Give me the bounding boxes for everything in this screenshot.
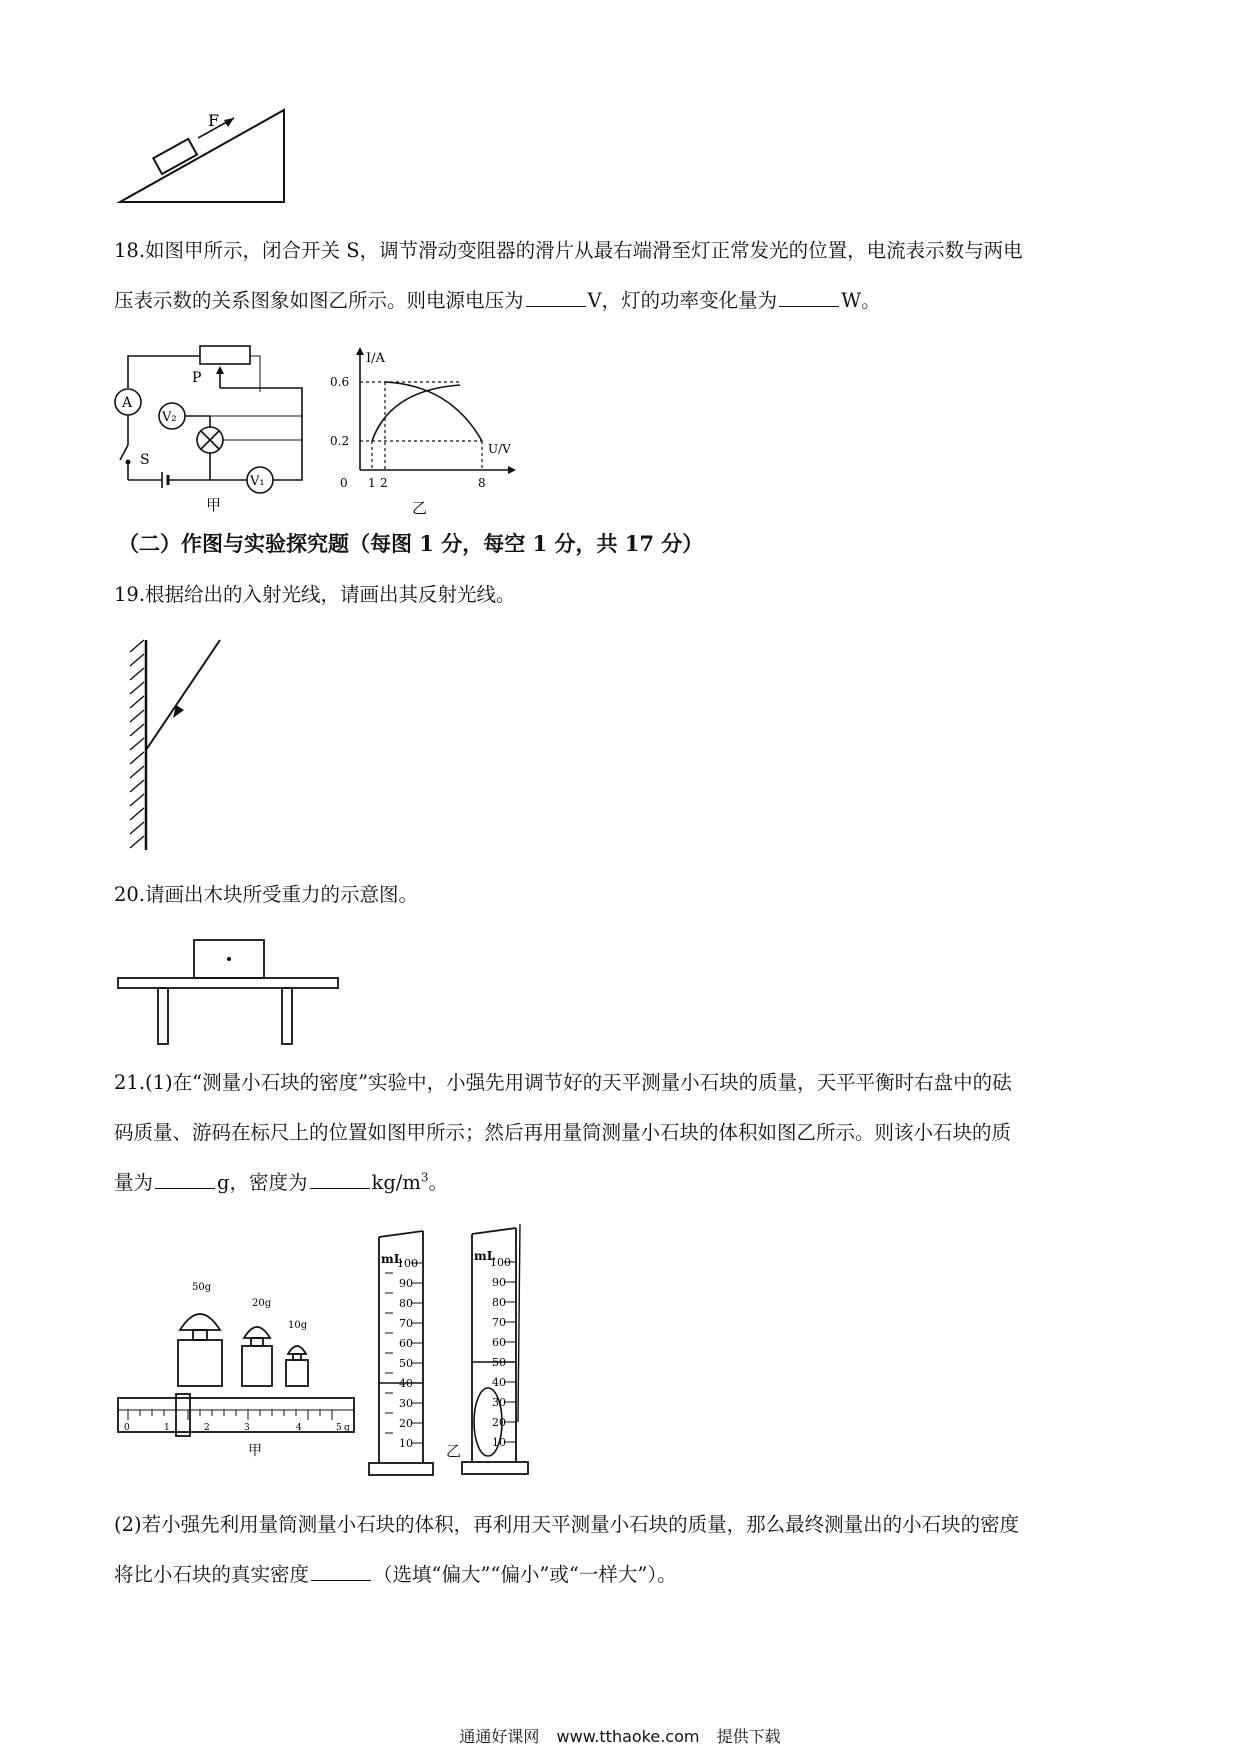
- cyl1-tick-50: 50: [399, 1357, 413, 1370]
- weight-10g-label: 10g: [288, 1320, 308, 1331]
- weight-20g-label: 20g: [252, 1298, 272, 1309]
- force-label: F: [208, 111, 220, 130]
- cyl2-tick-70: 70: [492, 1316, 506, 1329]
- cyl1-tick-60: 60: [399, 1337, 413, 1350]
- ruler-caption: 甲: [248, 1443, 262, 1459]
- x-tick-1: 1: [368, 476, 376, 490]
- q21-part2-line2: 将比小石块的真实密度 （选填“偏大”“偏小”或“一样大”）。: [114, 1563, 677, 1586]
- weight-50g-label: 50g: [192, 1282, 212, 1293]
- iu-graph: [330, 345, 530, 525]
- incline-figure: [110, 100, 290, 210]
- cylinder-with-stone: [458, 1222, 548, 1486]
- x-tick-2: 2: [380, 476, 388, 490]
- footer-url[interactable]: www.tthaoke.com: [556, 1727, 700, 1746]
- cyl1-tick-20: 20: [399, 1417, 413, 1430]
- cyl2-tick-40: 40: [492, 1376, 506, 1389]
- y-tick-0.2: 0.2: [330, 434, 350, 448]
- density-blank[interactable]: [310, 1170, 370, 1189]
- cylinder2-caption: 乙: [446, 1442, 462, 1460]
- cylinder1-unit: mL: [381, 1252, 403, 1266]
- circuit-diagram: [110, 340, 320, 525]
- table-block-figure: [110, 930, 350, 1050]
- cyl2-tick-60: 60: [492, 1336, 506, 1349]
- cyl2-tick-80: 80: [492, 1296, 506, 1309]
- cyl1-tick-30: 30: [399, 1397, 413, 1410]
- cylinder-empty: [365, 1225, 445, 1485]
- cyl1-tick-10: 10: [399, 1437, 413, 1450]
- ruler-tick-1: 1: [164, 1423, 170, 1433]
- circuit-caption: 甲: [206, 496, 222, 514]
- x-tick-0: 0: [340, 476, 348, 490]
- answer-blank[interactable]: [779, 288, 839, 307]
- ruler-unit: g: [344, 1423, 350, 1433]
- balance-weights-figure: [110, 1270, 370, 1460]
- cyl1-tick-90: 90: [399, 1277, 413, 1290]
- ruler-tick-0: 0: [124, 1423, 130, 1433]
- footer-note: 提供下载: [716, 1727, 781, 1746]
- mass-blank[interactable]: [155, 1170, 215, 1189]
- q21-line1: 21.(1)在“测量小石块的密度”实验中，小强先用调节好的天平测量小石块的质量，天平平衡时右盘中的砝: [114, 1071, 1012, 1094]
- ruler-tick-4: 4: [296, 1423, 302, 1433]
- cylinder2-unit: mL: [474, 1249, 496, 1263]
- cyl1-tick-70: 70: [399, 1317, 413, 1330]
- ruler-tick-3: 3: [244, 1423, 250, 1433]
- cyl1-tick-80: 80: [399, 1297, 413, 1310]
- footer-site: 通通好课网: [459, 1727, 540, 1746]
- section-heading: （二）作图与实验探究题（每图 1 分，每空 1 分，共 17 分）: [118, 531, 704, 556]
- cyl2-tick-10: 10: [492, 1436, 506, 1449]
- ruler-tick-2: 2: [204, 1423, 210, 1433]
- cyl2-tick-100: 100: [490, 1256, 511, 1269]
- graph-caption: 乙: [412, 499, 428, 517]
- v1-label: V₁: [250, 474, 265, 489]
- ammeter-label: A: [122, 395, 133, 411]
- slider-label: P: [192, 370, 202, 386]
- q21-part2-line1: (2)若小强先利用量筒测量小石块的体积，再利用天平测量小石块的质量，那么最终测量出的小石块的密度: [114, 1513, 1020, 1536]
- cyl2-tick-50: 50: [492, 1356, 506, 1369]
- cyl2-tick-20: 20: [492, 1416, 506, 1429]
- switch-label: S: [140, 452, 150, 468]
- ruler-tick-5: 5: [336, 1423, 342, 1433]
- y-axis-label: I/A: [366, 351, 385, 366]
- q18-line1: 18.如图甲所示，闭合开关 S，调节滑动变阻器的滑片从最右端滑至灯正常发光的位置，电流表示数与两电: [114, 239, 1023, 262]
- x-axis-label: U/V: [488, 442, 511, 456]
- x-tick-8: 8: [478, 476, 486, 490]
- answer-blank[interactable]: [526, 288, 586, 307]
- cyl2-tick-90: 90: [492, 1276, 506, 1289]
- q18-line2: 压表示数的关系图象如图乙所示。则电源电压为 V，灯的功率变化量为 W。: [114, 289, 881, 312]
- q19-text: 19.根据给出的入射光线，请画出其反射光线。: [114, 583, 516, 606]
- cyl1-tick-40: 40: [399, 1377, 413, 1390]
- page-footer: [0, 1724, 1240, 1747]
- y-tick-0.6: 0.6: [330, 375, 350, 389]
- cyl1-tick-100: 100: [397, 1257, 418, 1270]
- answer-blank[interactable]: [311, 1562, 371, 1581]
- q20-text: 20.请画出木块所受重力的示意图。: [114, 883, 419, 906]
- cyl2-tick-30: 30: [492, 1396, 506, 1409]
- q21-line2: 码质量、游码在标尺上的位置如图甲所示；然后再用量筒测量小石块的体积如图乙所示。则该小石块的质: [114, 1121, 1012, 1144]
- q21-line3: 量为 g，密度为 $kg/m^3$。: [114, 1170, 449, 1194]
- mirror-figure: [110, 630, 250, 860]
- v2-label: V₂: [162, 410, 177, 425]
